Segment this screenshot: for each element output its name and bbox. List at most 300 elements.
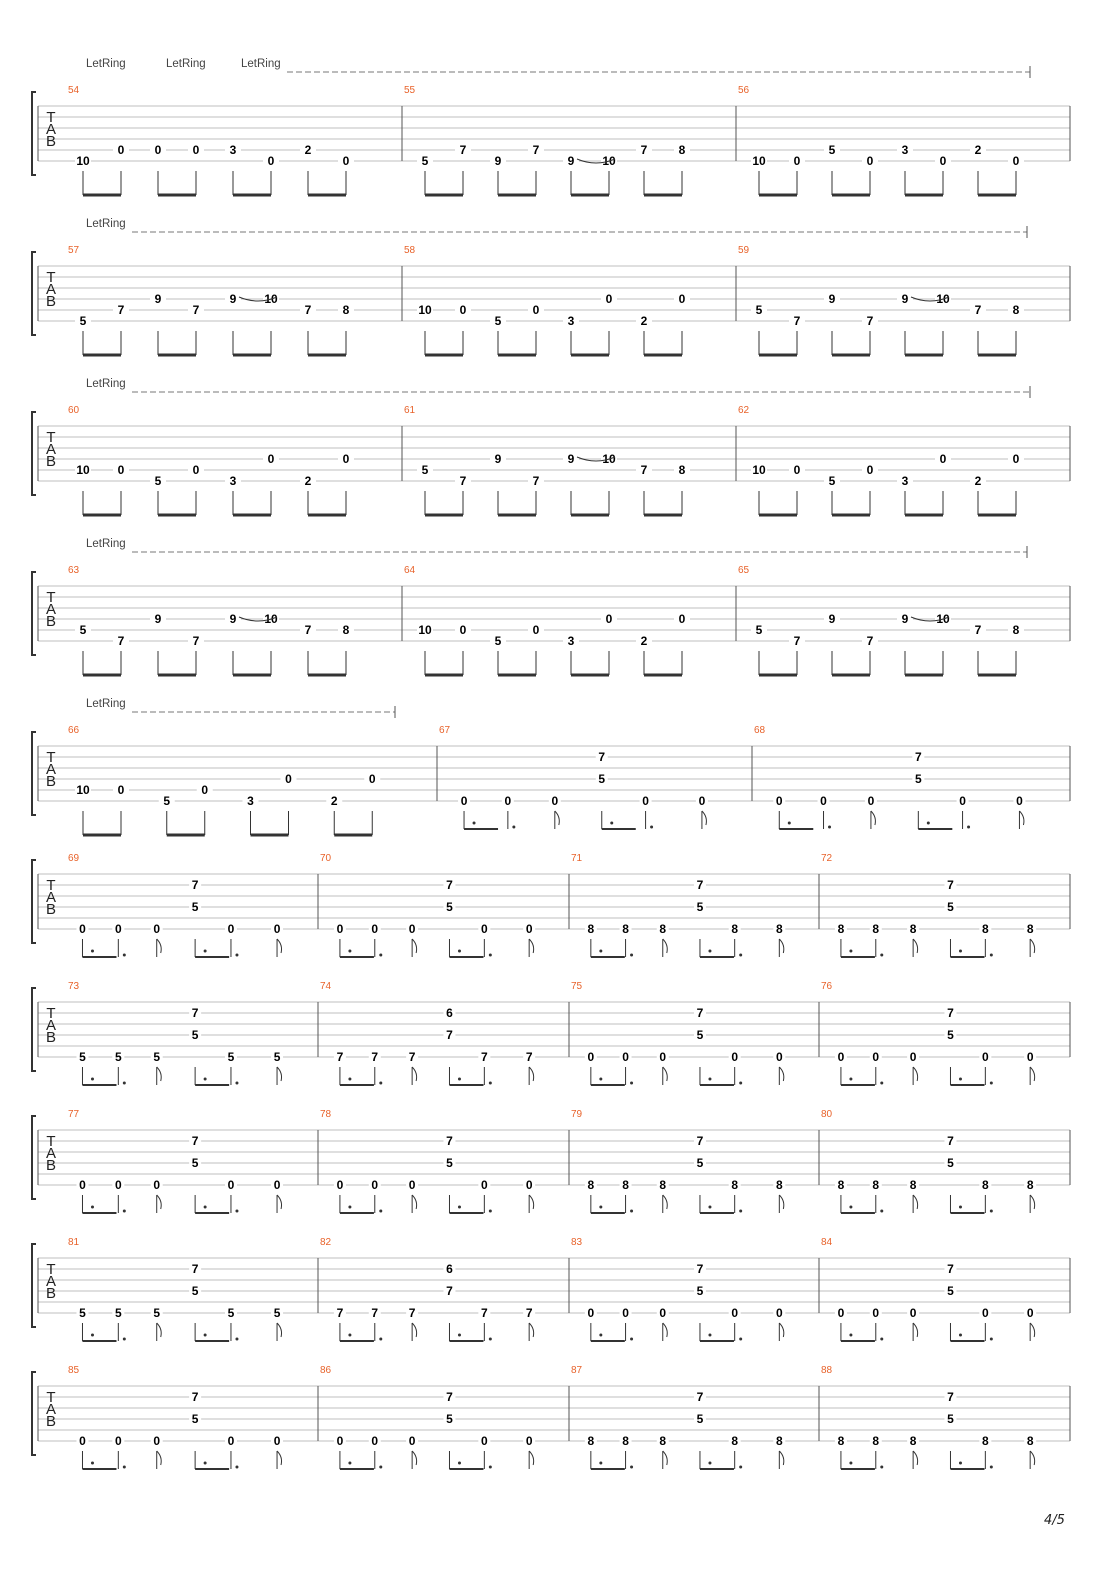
dot [959, 950, 962, 953]
dot [123, 1466, 126, 1469]
fret-number: 0 [227, 1434, 235, 1448]
measure-number: 82 [320, 1237, 332, 1248]
tab-system [32, 981, 1070, 1085]
let-ring-label: LetRing [86, 218, 126, 230]
measure-number: 66 [68, 725, 80, 736]
fret-number: 10 [76, 783, 90, 797]
dot [599, 950, 602, 953]
system-bracket [32, 252, 36, 335]
dot [880, 1466, 883, 1469]
fret-number: 5 [696, 900, 704, 914]
dot [990, 1338, 993, 1341]
dot [599, 1206, 602, 1209]
dot [880, 1338, 883, 1341]
fret-number: 0 [153, 922, 161, 936]
fret-number: 7 [696, 1134, 704, 1148]
fret-number: 0 [1012, 154, 1020, 168]
fret-number: 7 [947, 1262, 954, 1276]
dot [348, 1078, 351, 1081]
dot [849, 1206, 852, 1209]
dot [959, 1206, 962, 1209]
fret-number: 7 [480, 1306, 488, 1320]
fret-number: 6 [446, 1006, 453, 1020]
measure-79 [571, 1109, 785, 1213]
measure-number: 62 [738, 405, 750, 416]
fret-number: 0 [192, 143, 200, 157]
fret-number: 0 [793, 154, 801, 168]
measure-71 [571, 853, 785, 957]
fret-number: 8 [659, 922, 667, 936]
measure-number: 77 [68, 1109, 80, 1120]
tab-clef-letter: B [45, 1413, 57, 1430]
measure-number: 75 [571, 981, 583, 992]
fret-number: 7 [446, 1028, 453, 1042]
measure-number: 72 [821, 853, 833, 864]
fret-number: 9 [154, 292, 162, 306]
dot [348, 1206, 351, 1209]
fret-number: 0 [1012, 452, 1020, 466]
dot [458, 1078, 461, 1081]
fret-number: 7 [947, 1134, 954, 1148]
fret-number: 5 [153, 1050, 161, 1064]
fret-number: 9 [494, 452, 502, 466]
measure-56 [738, 85, 1024, 195]
tab-clef-letter: T [46, 749, 56, 766]
dot [512, 826, 515, 829]
fret-number: 7 [914, 750, 922, 764]
dot [959, 1462, 962, 1465]
dot [708, 1462, 711, 1465]
fret-number: 0 [1026, 1306, 1034, 1320]
fret-number: 9 [567, 154, 575, 168]
dot [610, 822, 613, 825]
fret-number: 7 [191, 1006, 199, 1020]
dot [599, 1078, 602, 1081]
dot [123, 1210, 126, 1213]
dot [990, 1466, 993, 1469]
fret-number: 0 [731, 1050, 739, 1064]
dot [739, 1466, 742, 1469]
dot [708, 1334, 711, 1337]
fret-number: 5 [696, 1284, 704, 1298]
fret-number: 0 [408, 922, 416, 936]
fret-number: 8 [981, 1434, 989, 1448]
fret-number: 10 [264, 612, 278, 626]
fret-number: 0 [731, 1306, 739, 1320]
note-flag [157, 939, 162, 953]
dot [739, 1210, 742, 1213]
dot [235, 1466, 238, 1469]
tab-clef-letter: A [45, 441, 57, 458]
fret-number: 2 [974, 474, 982, 488]
fret-number: 10 [752, 463, 766, 477]
dot [379, 954, 382, 957]
fret-number: 8 [342, 303, 350, 317]
tab-clef-letter: T [46, 1005, 56, 1022]
fret-number: 7 [947, 1006, 954, 1020]
dot [739, 954, 742, 957]
measure-76 [821, 981, 1036, 1085]
note-flag [277, 939, 282, 953]
fret-number: 0 [872, 1306, 880, 1320]
fret-number: 7 [191, 1262, 199, 1276]
fret-number: 0 [371, 1178, 379, 1192]
fret-number: 7 [696, 1006, 704, 1020]
fret-number: 0 [267, 452, 275, 466]
fret-number: 7 [696, 878, 704, 892]
fret-number: 8 [1026, 922, 1034, 936]
fret-number: 0 [480, 922, 488, 936]
dot [458, 1334, 461, 1337]
fret-number: 9 [828, 292, 836, 306]
dot [348, 1462, 351, 1465]
note-flag [412, 939, 417, 953]
measure-number: 85 [68, 1365, 80, 1376]
fret-number: 0 [117, 143, 125, 157]
fret-number: 0 [117, 783, 125, 797]
dot [990, 1210, 993, 1213]
dot [630, 1082, 633, 1085]
fret-number: 9 [154, 612, 162, 626]
measure-number: 69 [68, 853, 80, 864]
measure-84 [821, 1237, 1036, 1341]
fret-number: 0 [117, 463, 125, 477]
fret-number: 0 [532, 623, 540, 637]
let-ring-label: LetRing [86, 378, 126, 390]
fret-number: 8 [1026, 1178, 1034, 1192]
measure-64 [404, 565, 690, 675]
fret-number: 9 [229, 612, 237, 626]
fret-number: 5 [494, 314, 502, 328]
fret-number: 8 [909, 1434, 917, 1448]
note-flag [1030, 1451, 1035, 1465]
dot [489, 1210, 492, 1213]
fret-number: 8 [837, 922, 845, 936]
fret-number: 0 [793, 463, 801, 477]
note-flag [277, 1195, 282, 1209]
dot [123, 1338, 126, 1341]
dot [91, 1206, 94, 1209]
fret-number: 7 [408, 1050, 416, 1064]
measure-number: 59 [738, 245, 750, 256]
dot [967, 826, 970, 829]
measure-66 [68, 725, 380, 835]
tab-system [32, 58, 1070, 195]
dot [123, 954, 126, 957]
fret-number: 5 [421, 463, 429, 477]
note-flag [779, 1451, 784, 1465]
fret-number: 7 [696, 1262, 704, 1276]
fret-number: 0 [622, 1306, 629, 1320]
dot [235, 1210, 238, 1213]
measure-63 [68, 565, 354, 675]
measure-77 [68, 1109, 283, 1213]
tab-clef-letter: A [45, 1017, 57, 1034]
measure-80 [821, 1109, 1036, 1213]
dot [458, 1206, 461, 1209]
fret-number: 8 [775, 1178, 783, 1192]
fret-number: 5 [163, 794, 171, 808]
fret-number: 10 [936, 292, 950, 306]
fret-number: 8 [981, 1178, 989, 1192]
fret-number: 5 [947, 900, 954, 914]
dot [91, 1334, 94, 1337]
dot [204, 1078, 207, 1081]
tab-clef-letter: B [45, 133, 57, 150]
measure-57 [68, 245, 354, 355]
tab-clef-letter: B [45, 901, 57, 918]
fret-number: 0 [273, 1178, 281, 1192]
fret-number: 7 [191, 1134, 199, 1148]
fret-number: 0 [285, 772, 292, 786]
note-flag [871, 811, 876, 825]
dot [91, 950, 94, 953]
fret-number: 3 [567, 314, 575, 328]
let-ring-label: LetRing [86, 58, 126, 70]
dot [348, 950, 351, 953]
dot [473, 822, 476, 825]
fret-number: 10 [602, 154, 616, 168]
tab-clef-letter: A [45, 121, 57, 138]
dot [708, 1206, 711, 1209]
system-bracket [32, 1244, 36, 1327]
dot [379, 1210, 382, 1213]
fret-number: 8 [659, 1434, 667, 1448]
fret-number: 0 [79, 922, 86, 936]
fret-number: 7 [446, 1134, 453, 1148]
note-flag [157, 1195, 162, 1209]
dot [880, 1082, 883, 1085]
fret-number: 0 [678, 292, 686, 306]
fret-number: 0 [153, 1178, 161, 1192]
fret-number: 0 [408, 1434, 416, 1448]
fret-number: 0 [192, 463, 200, 477]
tab-clef-letter: A [45, 1401, 57, 1418]
fret-number: 5 [755, 303, 763, 317]
fret-number: 0 [459, 623, 467, 637]
measure-number: 60 [68, 405, 80, 416]
dot [123, 1082, 126, 1085]
note-flag [913, 939, 918, 953]
fret-number: 0 [605, 292, 613, 306]
note-flag [913, 1067, 918, 1081]
note-flag [412, 1195, 417, 1209]
note-flag [779, 1067, 784, 1081]
note-flag [779, 1323, 784, 1337]
fret-number: 8 [1026, 1434, 1034, 1448]
fret-number: 0 [79, 1434, 86, 1448]
fret-number: 5 [79, 1050, 86, 1064]
fret-number: 0 [605, 612, 613, 626]
fret-number: 0 [587, 1050, 595, 1064]
fret-number: 7 [304, 303, 312, 317]
fret-number: 5 [191, 1412, 199, 1426]
note-flag [555, 811, 560, 825]
dot [708, 950, 711, 953]
fret-number: 8 [622, 922, 629, 936]
fret-number: 5 [696, 1412, 704, 1426]
dot [235, 1338, 238, 1341]
tab-clef-letter: T [46, 1261, 56, 1278]
fret-number: 5 [114, 1306, 122, 1320]
fret-number: 8 [837, 1434, 845, 1448]
fret-number: 0 [336, 922, 344, 936]
fret-number: 10 [936, 612, 950, 626]
fret-number: 5 [227, 1306, 235, 1320]
fret-number: 0 [939, 452, 947, 466]
measure-54 [68, 85, 354, 195]
tab-clef-letter: A [45, 1145, 57, 1162]
note-flag [779, 1195, 784, 1209]
dot [91, 1078, 94, 1081]
fret-number: 7 [191, 878, 199, 892]
dot [599, 1334, 602, 1337]
fret-number: 0 [371, 1434, 379, 1448]
fret-number: 0 [154, 143, 162, 157]
measure-number: 68 [754, 725, 766, 736]
dot [489, 1338, 492, 1341]
measure-number: 58 [404, 245, 416, 256]
fret-number: 0 [872, 1050, 880, 1064]
measure-83 [571, 1237, 785, 1341]
tab-system [32, 1109, 1070, 1213]
dot [630, 1338, 633, 1341]
tab-clef-letter: T [46, 269, 56, 286]
fret-number: 2 [640, 634, 648, 648]
dot [91, 1462, 94, 1465]
measure-number: 55 [404, 85, 416, 96]
fret-number: 5 [191, 1028, 199, 1042]
tab-system [32, 853, 1070, 957]
fret-number: 0 [775, 1306, 783, 1320]
fret-number: 5 [191, 1284, 199, 1298]
measure-number: 64 [404, 565, 416, 576]
measure-86 [320, 1365, 535, 1469]
dot [235, 954, 238, 957]
dot [849, 950, 852, 953]
fret-number: 5 [755, 623, 763, 637]
note-flag [913, 1195, 918, 1209]
fret-number: 3 [229, 143, 237, 157]
fret-number: 0 [837, 1306, 845, 1320]
fret-number: 9 [494, 154, 502, 168]
fret-number: 7 [408, 1306, 416, 1320]
note-flag [779, 939, 784, 953]
fret-number: 7 [336, 1050, 344, 1064]
dot [348, 1334, 351, 1337]
tab-clef-letter: B [45, 1285, 57, 1302]
fret-number: 0 [480, 1178, 488, 1192]
tab-clef-letter: T [46, 877, 56, 894]
fret-number: 7 [446, 878, 453, 892]
fret-number: 5 [79, 314, 87, 328]
fret-number: 10 [752, 154, 766, 168]
fret-number: 0 [525, 1178, 533, 1192]
dot [204, 1334, 207, 1337]
dot [379, 1082, 382, 1085]
fret-number: 8 [775, 922, 783, 936]
fret-number: 0 [981, 1050, 989, 1064]
fret-number: 8 [837, 1178, 845, 1192]
system-bracket [32, 1116, 36, 1199]
fret-number: 5 [153, 1306, 161, 1320]
fret-number: 0 [775, 1050, 783, 1064]
fret-number: 5 [446, 900, 453, 914]
note-flag [1030, 1195, 1035, 1209]
fret-number: 0 [959, 794, 966, 808]
dot [880, 954, 883, 957]
dot [489, 1082, 492, 1085]
note-flag [663, 1195, 668, 1209]
measure-59 [738, 245, 1024, 355]
note-flag [157, 1323, 162, 1337]
note-flag [1030, 939, 1035, 953]
note-flag [157, 1067, 162, 1081]
fret-number: 9 [828, 612, 836, 626]
tab-clef-letter: B [45, 773, 57, 790]
fret-number: 9 [567, 452, 575, 466]
fret-number: 0 [336, 1178, 344, 1192]
fret-number: 8 [909, 1178, 917, 1192]
fret-number: 8 [587, 1178, 595, 1192]
fret-number: 7 [459, 474, 467, 488]
fret-number: 8 [731, 922, 739, 936]
fret-number: 10 [76, 154, 90, 168]
fret-number: 7 [191, 1390, 199, 1404]
measure-62 [738, 405, 1024, 515]
tab-system [32, 538, 1070, 675]
dot [379, 1338, 382, 1341]
measure-number: 73 [68, 981, 80, 992]
measure-number: 65 [738, 565, 750, 576]
measure-65 [738, 565, 1024, 675]
fret-number: 0 [866, 463, 874, 477]
fret-number: 8 [775, 1434, 783, 1448]
fret-number: 7 [793, 634, 801, 648]
fret-number: 0 [408, 1178, 416, 1192]
fret-number: 7 [532, 474, 540, 488]
measure-82 [320, 1237, 535, 1341]
fret-number: 0 [775, 794, 783, 808]
fret-number: 0 [1016, 794, 1023, 808]
system-bracket [32, 572, 36, 655]
note-flag [529, 1323, 534, 1337]
measure-number: 61 [404, 405, 416, 416]
tab-clef-letter: B [45, 453, 57, 470]
fret-number: 0 [698, 794, 706, 808]
fret-number: 0 [459, 303, 467, 317]
measure-number: 84 [821, 1237, 833, 1248]
measure-number: 54 [68, 85, 80, 96]
measure-number: 76 [821, 981, 833, 992]
fret-number: 10 [602, 452, 616, 466]
fret-number: 0 [820, 794, 827, 808]
fret-number: 7 [947, 878, 954, 892]
fret-number: 3 [901, 143, 909, 157]
fret-number: 0 [114, 1434, 122, 1448]
fret-number: 7 [974, 303, 982, 317]
fret-number: 7 [304, 623, 312, 637]
fret-number: 5 [446, 1412, 453, 1426]
note-flag [277, 1451, 282, 1465]
fret-number: 8 [731, 1434, 739, 1448]
note-flag [157, 1451, 162, 1465]
fret-number: 7 [480, 1050, 488, 1064]
dot [708, 1078, 711, 1081]
fret-number: 8 [622, 1178, 629, 1192]
fret-number: 5 [696, 1156, 704, 1170]
measure-67 [439, 725, 708, 829]
